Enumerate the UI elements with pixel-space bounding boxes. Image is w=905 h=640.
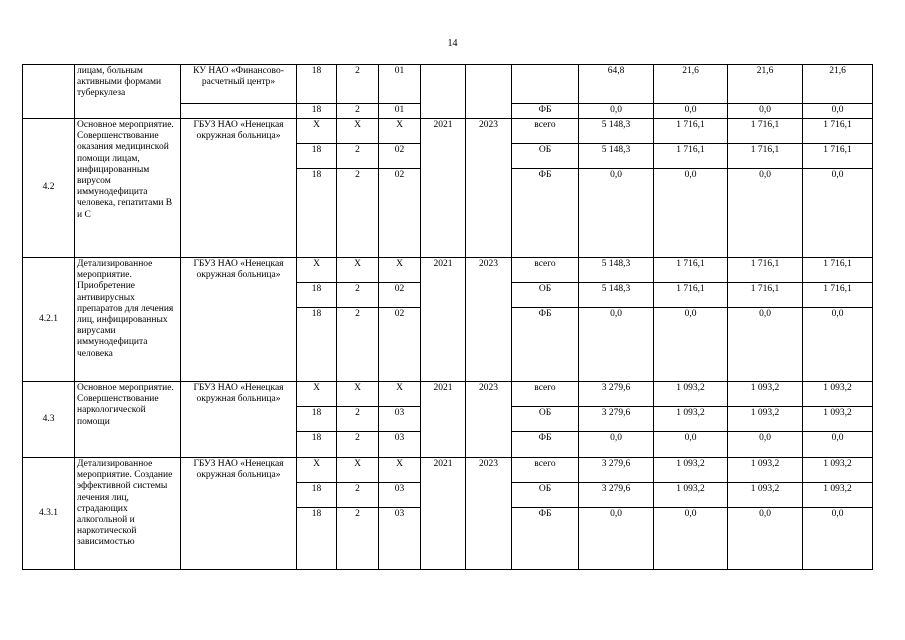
measure-number — [23, 65, 75, 119]
amount-year-2: 1 093,2 — [728, 458, 803, 483]
funding-source: ОБ — [512, 407, 579, 432]
executor-name: ГБУЗ НАО «Ненецкая окружная больница» — [181, 119, 297, 258]
budget-table-body — [23, 65, 873, 570]
table-row — [23, 458, 873, 483]
table-row — [23, 65, 873, 104]
code-item: Х — [379, 119, 421, 144]
amount-total: 64,8 — [579, 65, 654, 104]
code-chapter: 18 — [297, 65, 337, 104]
amount-year-1: 1 716,1 — [654, 283, 728, 308]
amount-year-1: 1 093,2 — [654, 483, 728, 508]
code-chapter: 18 — [297, 169, 337, 258]
measure-name: лицам, больным активными формами туберкулеза — [75, 65, 181, 119]
code-section: 2 — [337, 65, 379, 104]
amount-year-2: 1 093,2 — [728, 407, 803, 432]
code-chapter: Х — [297, 458, 337, 483]
amount-total: 0,0 — [579, 508, 654, 570]
amount-year-2: 0,0 — [728, 432, 803, 458]
year-start: 2021 — [421, 382, 466, 458]
funding-source: ФБ — [512, 508, 579, 570]
amount-total: 3 279,6 — [579, 407, 654, 432]
measure-name: Основное мероприятие. Совершенствование наркологической помощи — [75, 382, 181, 458]
code-chapter: 18 — [297, 283, 337, 308]
amount-total: 3 279,6 — [579, 458, 654, 483]
funding-source: всего — [512, 119, 579, 144]
funding-source: всего — [512, 458, 579, 483]
year-start: 2021 — [421, 258, 466, 382]
funding-source: всего — [512, 382, 579, 407]
amount-total: 0,0 — [579, 169, 654, 258]
amount-total: 5 148,3 — [579, 258, 654, 283]
amount-year-3: 1 093,2 — [803, 458, 873, 483]
code-section: 2 — [337, 104, 379, 119]
measure-name: Основное мероприятие. Совершенствование оказания медицинской помощи лицам, инфицированным вирусом иммунодефицита человека, гепатитами В и С — [75, 119, 181, 258]
code-section: Х — [337, 458, 379, 483]
amount-year-1: 0,0 — [654, 432, 728, 458]
funding-source: ФБ — [512, 169, 579, 258]
amount-year-1: 0,0 — [654, 104, 728, 119]
measure-name: Детализированное мероприятие. Приобретение антивирусных препаратов для лечения лиц, инфицированных вирусами иммунодефицита человека — [75, 258, 181, 382]
amount-year-3: 1 716,1 — [803, 144, 873, 169]
measure-number: 4.3.1 — [23, 458, 75, 570]
year-end: 2023 — [466, 458, 512, 570]
amount-year-1: 1 716,1 — [654, 119, 728, 144]
code-section: 2 — [337, 508, 379, 570]
funding-source: ОБ — [512, 483, 579, 508]
year-end: 2023 — [466, 119, 512, 258]
year-end: 2023 — [466, 382, 512, 458]
code-item: Х — [379, 258, 421, 283]
table-row — [23, 258, 873, 283]
amount-year-2: 0,0 — [728, 508, 803, 570]
funding-source: ФБ — [512, 104, 579, 119]
amount-year-2: 0,0 — [728, 104, 803, 119]
executor-name: ГБУЗ НАО «Ненецкая окружная больница» — [181, 458, 297, 570]
code-item: 02 — [379, 308, 421, 382]
amount-total: 5 148,3 — [579, 144, 654, 169]
measure-name: Детализированное мероприятие. Создание эффективной системы лечения лиц, страдающих алкогольной и наркотической зависимостью — [75, 458, 181, 570]
amount-year-2: 21,6 — [728, 65, 803, 104]
amount-total: 5 148,3 — [579, 283, 654, 308]
code-item: 01 — [379, 65, 421, 104]
amount-year-2: 1 716,1 — [728, 119, 803, 144]
year-start: 2021 — [421, 458, 466, 570]
amount-year-2: 1 716,1 — [728, 258, 803, 283]
code-item: Х — [379, 382, 421, 407]
budget-table — [22, 64, 873, 570]
amount-year-3: 0,0 — [803, 308, 873, 382]
year-end: 2023 — [466, 258, 512, 382]
code-section: 2 — [337, 407, 379, 432]
measure-number: 4.3 — [23, 382, 75, 458]
amount-year-3: 1 093,2 — [803, 382, 873, 407]
amount-year-1: 21,6 — [654, 65, 728, 104]
amount-year-2: 1 716,1 — [728, 283, 803, 308]
funding-source: ОБ — [512, 144, 579, 169]
amount-year-2: 0,0 — [728, 169, 803, 258]
amount-total: 0,0 — [579, 432, 654, 458]
funding-source — [512, 65, 579, 104]
amount-total: 5 148,3 — [579, 119, 654, 144]
executor-empty — [181, 104, 297, 119]
year-end — [466, 65, 512, 119]
year-start — [421, 65, 466, 119]
code-chapter: Х — [297, 382, 337, 407]
amount-year-2: 1 716,1 — [728, 144, 803, 169]
table-row — [23, 119, 873, 144]
code-chapter: Х — [297, 119, 337, 144]
code-section: 2 — [337, 169, 379, 258]
code-chapter: 18 — [297, 483, 337, 508]
code-chapter: 18 — [297, 308, 337, 382]
amount-year-1: 1 093,2 — [654, 382, 728, 407]
amount-total: 0,0 — [579, 308, 654, 382]
amount-year-3: 0,0 — [803, 169, 873, 258]
code-item: 01 — [379, 104, 421, 119]
amount-year-3: 1 093,2 — [803, 483, 873, 508]
amount-year-2: 1 093,2 — [728, 483, 803, 508]
amount-year-1: 0,0 — [654, 508, 728, 570]
code-item: 02 — [379, 169, 421, 258]
code-section: Х — [337, 258, 379, 283]
amount-year-2: 0,0 — [728, 308, 803, 382]
measure-number: 4.2.1 — [23, 258, 75, 382]
amount-year-3: 1 716,1 — [803, 283, 873, 308]
amount-year-3: 0,0 — [803, 432, 873, 458]
year-start: 2021 — [421, 119, 466, 258]
code-chapter: Х — [297, 258, 337, 283]
code-section: Х — [337, 119, 379, 144]
amount-year-3: 21,6 — [803, 65, 873, 104]
amount-year-3: 0,0 — [803, 508, 873, 570]
amount-total: 3 279,6 — [579, 382, 654, 407]
code-item: 03 — [379, 407, 421, 432]
amount-year-1: 1 716,1 — [654, 258, 728, 283]
page-number: 14 — [447, 38, 458, 49]
code-section: 2 — [337, 483, 379, 508]
code-item: 03 — [379, 508, 421, 570]
amount-year-3: 1 093,2 — [803, 407, 873, 432]
amount-year-3: 1 716,1 — [803, 119, 873, 144]
code-item: Х — [379, 458, 421, 483]
amount-total: 0,0 — [579, 104, 654, 119]
amount-year-1: 1 093,2 — [654, 458, 728, 483]
code-chapter: 18 — [297, 508, 337, 570]
executor-name: КУ НАО «Финансово-расчетный центр» — [181, 65, 297, 104]
funding-source: всего — [512, 258, 579, 283]
amount-year-1: 0,0 — [654, 308, 728, 382]
code-chapter: 18 — [297, 407, 337, 432]
code-section: 2 — [337, 308, 379, 382]
amount-year-1: 1 093,2 — [654, 407, 728, 432]
amount-year-2: 1 093,2 — [728, 382, 803, 407]
amount-year-3: 0,0 — [803, 104, 873, 119]
executor-name: ГБУЗ НАО «Ненецкая окружная больница» — [181, 382, 297, 458]
amount-year-1: 1 716,1 — [654, 144, 728, 169]
code-section: 2 — [337, 144, 379, 169]
executor-name: ГБУЗ НАО «Ненецкая окружная больница» — [181, 258, 297, 382]
amount-total: 3 279,6 — [579, 483, 654, 508]
code-section: 2 — [337, 283, 379, 308]
code-item: 02 — [379, 283, 421, 308]
funding-source: ОБ — [512, 283, 579, 308]
code-section: 2 — [337, 432, 379, 458]
table-row — [23, 382, 873, 407]
funding-source: ФБ — [512, 432, 579, 458]
amount-year-1: 0,0 — [654, 169, 728, 258]
code-section: Х — [337, 382, 379, 407]
code-chapter: 18 — [297, 144, 337, 169]
measure-number: 4.2 — [23, 119, 75, 258]
code-chapter: 18 — [297, 432, 337, 458]
code-item: 02 — [379, 144, 421, 169]
amount-year-3: 1 716,1 — [803, 258, 873, 283]
code-item: 03 — [379, 483, 421, 508]
code-chapter: 18 — [297, 104, 337, 119]
funding-source: ФБ — [512, 308, 579, 382]
code-item: 03 — [379, 432, 421, 458]
